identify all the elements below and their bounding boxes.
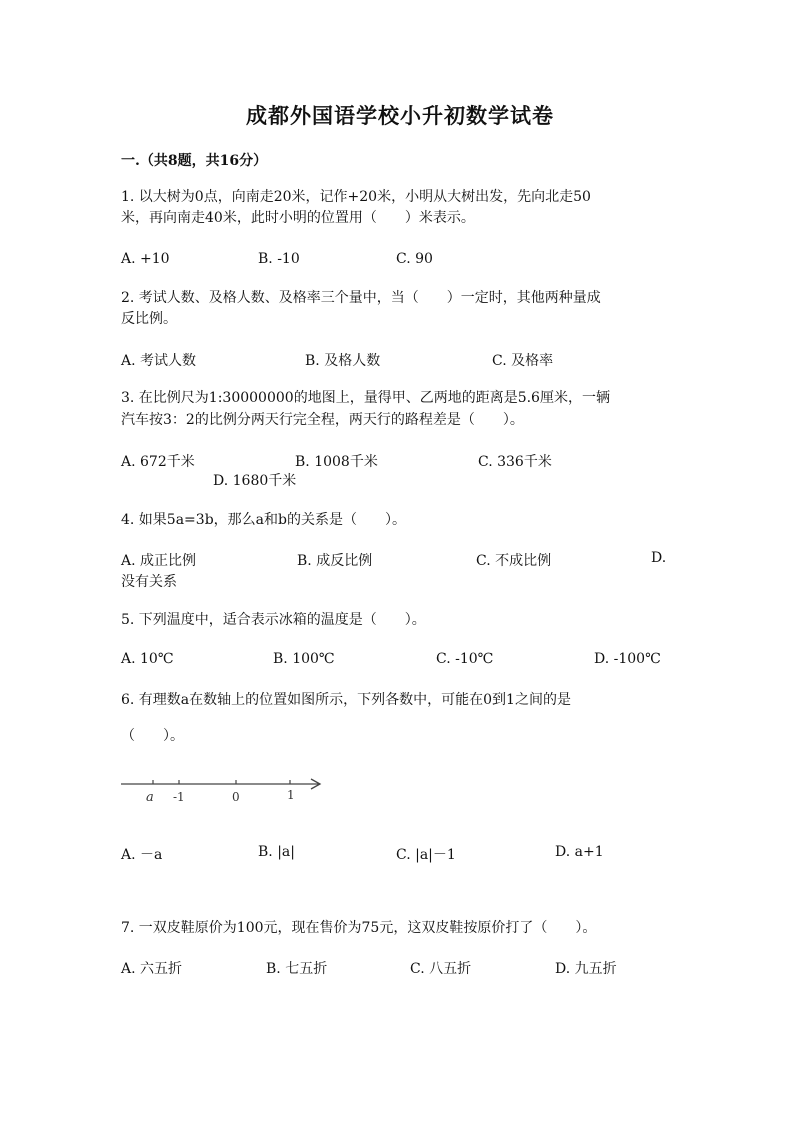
- question-2-line-1: 2. 考试人数、及格人数、及格率三个量中，当（ ）一定时，其他两种量成: [121, 290, 601, 306]
- number-line-figure: [115, 770, 335, 810]
- question-5-option-a: A. 10℃: [121, 651, 174, 667]
- question-1-option-a: A. +10: [121, 251, 170, 267]
- question-5-option-b: B. 100℃: [273, 651, 335, 667]
- question-4-line-1: 4. 如果5a=3b，那么a和b的关系是（ ）。: [121, 512, 406, 528]
- question-2-option-c: C. 及格率: [492, 353, 554, 369]
- question-5-option-d: D. -100℃: [594, 651, 661, 667]
- question-7-option-a: A. 六五折: [121, 961, 183, 977]
- question-3-line-2: 汽车按3：2的比例分两天行完全程，两天行的路程差是（ ）。: [121, 412, 524, 428]
- question-3-option-d: D. 1680千米: [213, 473, 297, 489]
- question-6-option-c: C. |a|－1: [396, 847, 456, 863]
- question-1-option-b: B. -10: [258, 251, 300, 267]
- question-4-option-a: A. 成正比例: [121, 553, 197, 569]
- question-2-option-b: B. 及格人数: [305, 353, 381, 369]
- question-3-option-a: A. 672千米: [121, 454, 195, 470]
- question-4-option-d-text: 没有关系: [121, 574, 177, 590]
- question-6-line-2: （ ）。: [121, 728, 184, 744]
- question-1-option-c: C. 90: [396, 251, 433, 267]
- page-title: 成都外国语学校小升初数学试卷: [246, 103, 554, 128]
- question-3-option-b: B. 1008千米: [295, 454, 378, 470]
- question-2-option-a: A. 考试人数: [121, 353, 197, 369]
- section-header: 一.（共8题，共16分）: [121, 153, 268, 169]
- label-0: 0: [232, 790, 240, 804]
- question-7-line-1: 7. 一双皮鞋原价为100元，现在售价为75元，这双皮鞋按原价打了（ ）。: [121, 920, 597, 936]
- question-5-line-1: 5. 下列温度中，适合表示冰箱的温度是（ ）。: [121, 612, 426, 628]
- question-6-line-1: 6. 有理数a在数轴上的位置如图所示，下列各数中，可能在0到1之间的是: [121, 692, 571, 708]
- question-6-option-d: D. a+1: [555, 844, 604, 860]
- label-1: 1: [287, 788, 295, 802]
- question-1-line-1: 1. 以大树为0点，向南走20米，记作+20米，小明从大树出发，先向北走50: [121, 189, 591, 205]
- question-7-option-d: D. 九五折: [555, 961, 617, 977]
- question-4-option-b: B. 成反比例: [297, 553, 373, 569]
- question-2-line-2: 反比例。: [121, 311, 177, 327]
- question-7-option-b: B. 七五折: [266, 961, 328, 977]
- question-6-option-a: A. －a: [121, 847, 163, 863]
- label-minus-1: -1: [173, 790, 185, 804]
- question-3-line-1: 3. 在比例尺为1:30000000的地图上，量得甲、乙两地的距离是5.6厘米，一辆: [121, 390, 610, 406]
- question-5-option-c: C. -10℃: [436, 651, 494, 667]
- question-3-option-c: C. 336千米: [478, 454, 552, 470]
- question-6-option-b: B. |a|: [258, 844, 295, 860]
- label-a: a: [146, 790, 154, 805]
- question-4-option-c: C. 不成比例: [476, 553, 552, 569]
- question-7-option-c: C. 八五折: [410, 961, 472, 977]
- question-4-option-d: D.: [651, 550, 667, 566]
- question-1-line-2: 米，再向南走40米，此时小明的位置用（ ）米表示。: [121, 210, 475, 226]
